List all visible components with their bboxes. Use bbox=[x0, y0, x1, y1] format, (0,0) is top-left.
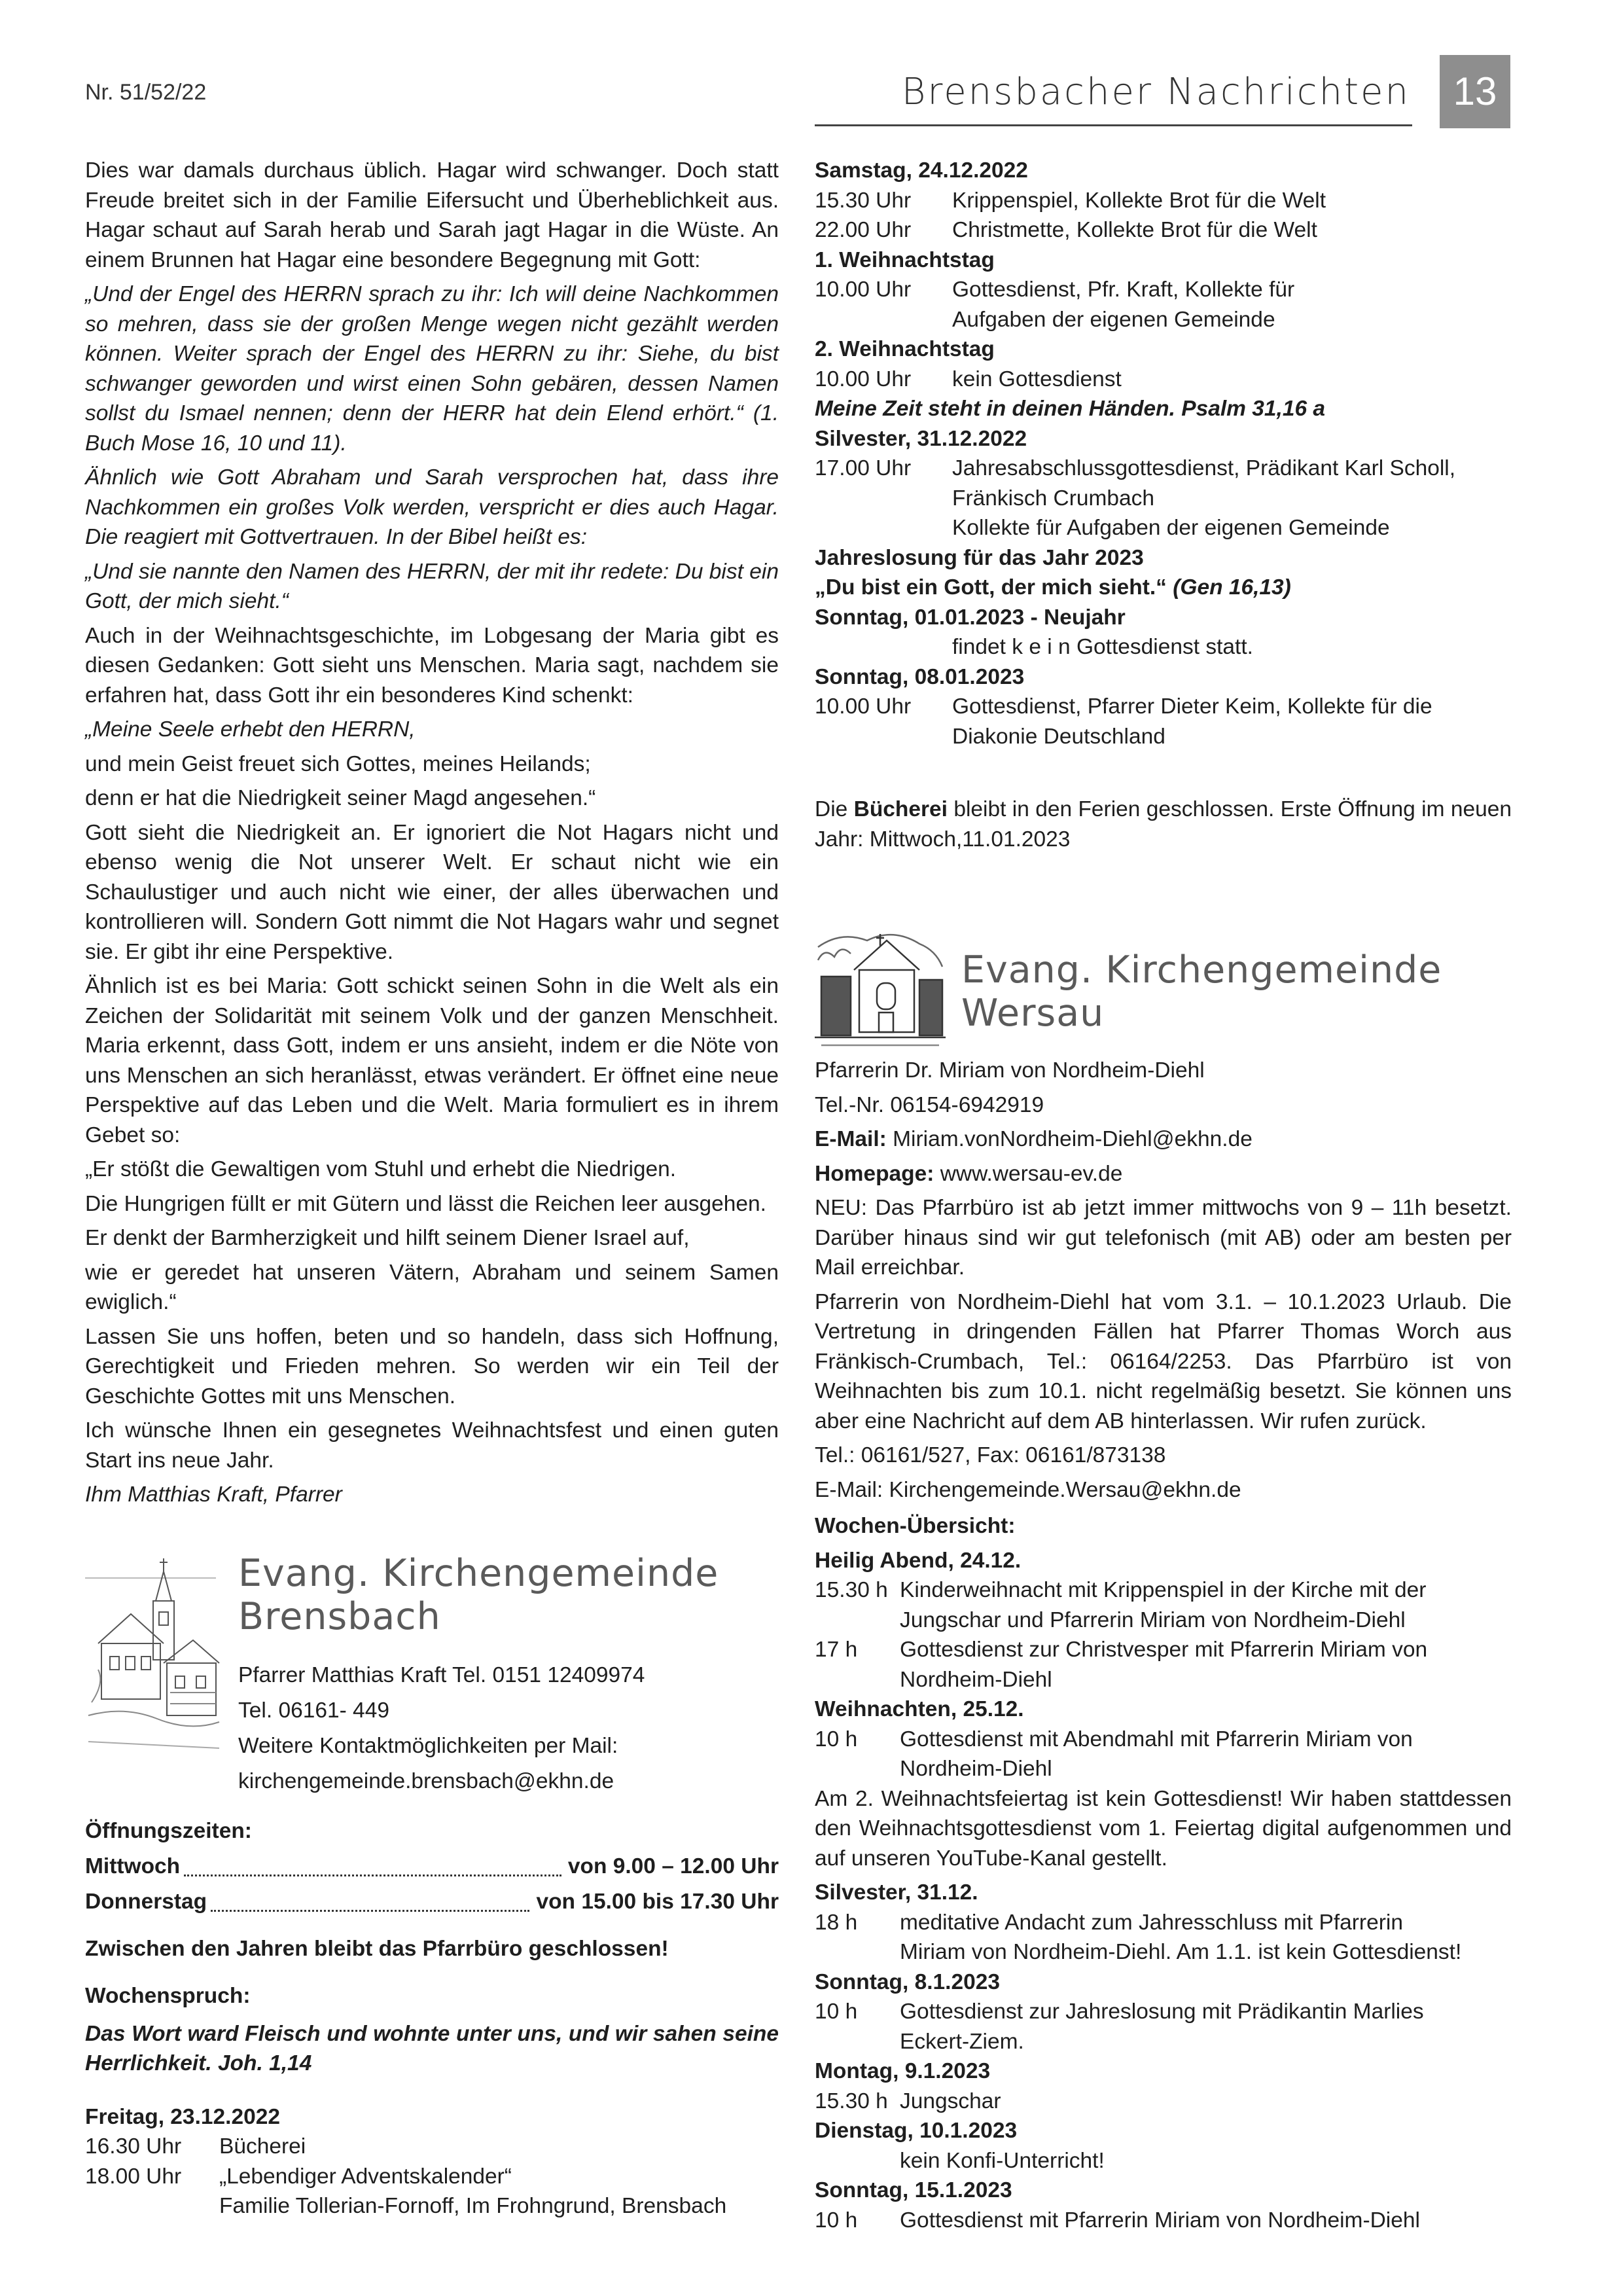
article-signature: Ihm Matthias Kraft, Pfarrer bbox=[85, 1482, 342, 1507]
email-address[interactable]: Miriam.vonNordheim-Diehl@ekhn.de bbox=[886, 1127, 1253, 1151]
schedule-row bbox=[815, 1997, 1512, 2027]
schedule-date: Dienstag, 10.1.2023 bbox=[815, 2119, 1018, 2143]
schedule-row bbox=[815, 1635, 1512, 1665]
dot-leader bbox=[184, 1849, 561, 1876]
schedule-text: Bücherei bbox=[219, 2134, 306, 2159]
closed-notice: Zwischen den Jahren bleibt das Pfarrbüro geschlossen! bbox=[85, 1936, 669, 1961]
wersau-services-schedule bbox=[815, 1546, 1512, 2236]
schedule-time: 15.30 h bbox=[815, 2089, 888, 2113]
magnificat-line: Die Hungrigen füllt er mit Gütern und lässt die Reichen leer ausgehen. bbox=[85, 1191, 766, 1216]
schedule-date: 2. Weihnachtstag bbox=[815, 337, 995, 361]
schedule-date: Heilig Abend, 24.12. bbox=[815, 1548, 1022, 1573]
schedule-note: Am 2. Weihnachtsfeiertag ist kein Gottesdienst! Wir haben stattdessen den Weihnachtsgottesdienst vom 1. Feiertag digital aufgenommen und auf unseren YouTube-Kanal gestellt. bbox=[815, 1786, 1512, 1871]
schedule-row bbox=[815, 215, 1512, 245]
schedule-text: Gottesdienst mit Abendmahl mit Pfarrerin Miriam von bbox=[900, 1727, 1413, 1751]
hours-row bbox=[85, 1849, 779, 1884]
page-number: 13 bbox=[1440, 55, 1510, 128]
schedule-continuation: Familie Tollerian-Fornoff, Im Frohngrund, Brensbach bbox=[219, 2194, 727, 2218]
schedule-continuation: Diakonie Deutschland bbox=[952, 724, 1165, 749]
library-pre: Die bbox=[815, 797, 854, 821]
brensbach-section bbox=[85, 1552, 779, 2221]
section-title: Brensbach bbox=[238, 1594, 441, 1638]
schedule-continuation: Jungschar und Pfarrerin Miriam von Nordheim-Diehl bbox=[900, 1607, 1406, 1632]
schedule-text: Gottesdienst, Pfarrer Dieter Keim, Kollekte für die bbox=[952, 694, 1432, 719]
schedule-date: Weihnachten, 25.12. bbox=[815, 1697, 1024, 1721]
schedule-time: 10 h bbox=[815, 1727, 858, 1751]
schedule-time: 18.00 Uhr bbox=[85, 2164, 182, 2189]
phone-number: Tel.-Nr. 06154-6942919 bbox=[815, 1092, 1044, 1117]
article-paragraph: Dies war damals durchaus üblich. Hagar wird schwanger. Doch statt Freude breitet sich in der Familie Eifersucht und Überheblichkeit aus. Hagar schaut auf Sarah herab und Sarah jagt Hagar in die Wüste. An einem Brunnen hat Hagar eine besondere Begegnung mit Gott: bbox=[85, 158, 779, 272]
opening-hours bbox=[85, 1814, 779, 2014]
schedule-continuation: Nordheim-Diehl bbox=[900, 1757, 1052, 1781]
magnificat-line: und mein Geist freuet sich Gottes, meines Heilands; bbox=[85, 751, 591, 776]
schedule-row bbox=[815, 2087, 1512, 2117]
article-paragraph: Gott sieht die Niedrigkeit an. Er ignoriert die Not Hagars nicht und ebenso wenig die Not unserer Welt. Er schaut nicht wie ein Schaulustiger und auch nicht wie einer, der alles überwachen und kontrollieren will. Sondern Gott nimmt die Not Hagars wahr und segnet sie. Er gibt ihr eine Perspektive. bbox=[85, 820, 779, 964]
week-overview-label: Wochen-Übersicht: bbox=[815, 1514, 1016, 1538]
section-title: Wersau bbox=[961, 992, 1105, 1035]
schedule-date: Samstag, 24.12.2022 bbox=[815, 158, 1028, 183]
schedule-time: 15.30 Uhr bbox=[815, 188, 912, 213]
homepage-link[interactable]: www.wersau-ev.de bbox=[934, 1161, 1123, 1186]
schedule-row bbox=[815, 186, 1512, 216]
dot-leader bbox=[211, 1884, 529, 1912]
schedule-row bbox=[815, 1908, 1512, 1938]
newspaper-title: Brensbacher Nachrichten bbox=[901, 71, 1410, 113]
schedule-date: Jahreslosung für das Jahr 2023 bbox=[815, 545, 1144, 570]
schedule-row bbox=[815, 454, 1512, 484]
schedule-time: 10 h bbox=[815, 2208, 858, 2233]
schedule-date: Silvester, 31.12.2022 bbox=[815, 426, 1027, 451]
schedule-text: Krippenspiel, Kollekte Brot für die Welt bbox=[952, 188, 1326, 213]
schedule-time: 10.00 Uhr bbox=[815, 367, 912, 391]
right-column bbox=[815, 156, 1512, 2235]
magnificat-line: Er denkt der Barmherzigkeit und hilft seinem Diener Israel auf, bbox=[85, 1226, 690, 1250]
year-motto-text: „Du bist ein Gott, der mich sieht.“ bbox=[815, 575, 1167, 600]
schedule-date: Sonntag, 01.01.2023 - Neujahr bbox=[815, 605, 1126, 630]
library-post: bleibt in den Ferien geschlossen. Erste Öffnung im neuen Jahr: Mittwoch,11.01.2023 bbox=[815, 797, 1512, 852]
friday-schedule bbox=[85, 2102, 779, 2221]
pastor-name: Pfarrerin Dr. Miriam von Nordheim-Diehl bbox=[815, 1058, 1205, 1083]
article-paragraph: Ich wünsche Ihnen ein gesegnetes Weihnachtsfest und einen guten Start ins neue Jahr. bbox=[85, 1418, 779, 1473]
schedule-time: 17 h bbox=[815, 1638, 858, 1662]
wersau-section bbox=[815, 921, 1512, 2235]
magnificat-line: denn er hat die Niedrigkeit seiner Magd angesehen.“ bbox=[85, 786, 596, 810]
spruch-label: Wochenspruch: bbox=[85, 1983, 251, 2008]
hours-row bbox=[85, 1884, 779, 1920]
schedule-text: Gottesdienst zur Christvesper mit Pfarrerin Miriam von bbox=[900, 1638, 1428, 1662]
schedule-text: Jungschar bbox=[900, 2089, 1001, 2113]
phone-fax: Tel.: 06161/527, Fax: 06161/873138 bbox=[815, 1443, 1166, 1467]
schedule-row bbox=[815, 365, 1512, 395]
homepage-label: Homepage: bbox=[815, 1161, 934, 1186]
office-hours-note: NEU: Das Pfarrbüro ist ab jetzt immer mittwochs von 9 – 11h besetzt. Darüber hinaus sind wir gut telefonisch (mit AB) oder am besten per Mail erreichbar. bbox=[815, 1196, 1512, 1280]
schedule-text: kein Gottesdienst bbox=[952, 367, 1122, 391]
schedule-date: Sonntag, 8.1.2023 bbox=[815, 1969, 1000, 1994]
section-title: Evang. Kirchengemeinde bbox=[961, 948, 1442, 992]
article-paragraph: Auch in der Weihnachtsgeschichte, im Lobgesang der Maria gibt es diesen Gedanken: Gott sieht uns Menschen. Maria sagt, nachdem sie erfahren hat, dass Gott ihr ein besonderes Kind schenkt: bbox=[85, 623, 779, 708]
schedule-date: Silvester, 31.12. bbox=[815, 1880, 978, 1905]
homepage-line bbox=[815, 1159, 1512, 1189]
article-paragraph: Lassen Sie uns hoffen, beten und so handeln, dass sich Hoffnung, Gerechtigkeit und Frieden mehren. So werden wir ein Teil der Geschichte Gottes mit uns Menschen. bbox=[85, 1324, 779, 1408]
schedule-row bbox=[815, 275, 1512, 305]
schedule-continuation: kein Konfi-Unterricht! bbox=[900, 2148, 1105, 2173]
year-motto-ref: (Gen 16,13) bbox=[1173, 575, 1291, 600]
contact-phone: Pfarrer Matthias Kraft Tel. 0151 12409974 bbox=[238, 1662, 645, 1687]
library-notice bbox=[815, 795, 1512, 854]
schedule-time: 10 h bbox=[815, 2000, 858, 2024]
email-line bbox=[815, 1124, 1512, 1155]
schedule-continuation: findet k e i n Gottesdienst statt. bbox=[952, 635, 1253, 659]
schedule-text: Gottesdienst zur Jahreslosung mit Prädikantin Marlies bbox=[900, 2000, 1424, 2024]
schedule-date: Freitag, 23.12.2022 bbox=[85, 2104, 280, 2129]
schedule-row bbox=[815, 692, 1512, 722]
schedule-date: Sonntag, 15.1.2023 bbox=[815, 2178, 1012, 2202]
magnificat-line: wie er geredet hat unseren Vätern, Abraham und seinem Samen ewiglich.“ bbox=[85, 1260, 779, 1314]
monthly-verse: Meine Zeit steht in deinen Händen. Psalm 31,16 a bbox=[815, 397, 1326, 421]
schedule-time: 16.30 Uhr bbox=[85, 2134, 182, 2159]
bible-quote: „Und der Engel des HERRN sprach zu ihr: Ich will deine Nachkommen so mehren, dass sie der großen Menge wegen nicht gezählt werden können. Weiter sprach der Engel des HERRN zu ihr: Siehe, du bist schwanger geworden und wirst einen Sohn gebären, dessen Namen sollst du Ismael nennen; denn der HERR hat dein Elend erhört.“ (1. Buch Mose 16, 10 und 11). bbox=[85, 282, 779, 456]
contact-phone: Tel. 06161- 449 bbox=[238, 1698, 389, 1723]
magnificat-line: „Meine Seele erhebt den HERRN, bbox=[85, 717, 416, 742]
schedule-text: meditative Andacht zum Jahresschluss mit Pfarrerin bbox=[900, 1910, 1403, 1935]
church-sketch-icon bbox=[85, 1552, 222, 1761]
wersau-contact bbox=[815, 1056, 1512, 1541]
issue-number: Nr. 51/52/22 bbox=[85, 80, 207, 105]
schedule-text: „Lebendiger Adventskalender“ bbox=[219, 2164, 512, 2189]
schedule-text: Jahresabschlussgottesdienst, Prädikant Karl Scholl, bbox=[952, 456, 1456, 480]
magnificat-line: „Er stößt die Gewaltigen vom Stuhl und erhebt die Niedrigen. bbox=[85, 1157, 677, 1181]
schedule-continuation: Kollekte für Aufgaben der eigenen Gemeinde bbox=[952, 516, 1390, 540]
hours-time: von 9.00 – 12.00 Uhr bbox=[567, 1854, 779, 1878]
schedule-time: 10.00 Uhr bbox=[815, 278, 912, 302]
brensbach-services-schedule bbox=[815, 156, 1512, 751]
schedule-row bbox=[85, 2132, 779, 2162]
schedule-row bbox=[85, 2162, 779, 2192]
schedule-continuation: Miriam von Nordheim-Diehl. Am 1.1. ist kein Gottesdienst! bbox=[900, 1940, 1462, 1964]
schedule-continuation: Eckert-Ziem. bbox=[900, 2029, 1024, 2054]
schedule-date: Sonntag, 08.01.2023 bbox=[815, 664, 1025, 689]
schedule-time: 17.00 Uhr bbox=[815, 456, 912, 480]
wersau-header-text bbox=[961, 921, 1442, 1035]
header-rule bbox=[815, 124, 1412, 126]
schedule-text: Kinderweihnacht mit Krippenspiel in der Kirche mit der bbox=[900, 1578, 1427, 1602]
email-label: E-Mail: bbox=[815, 1127, 887, 1151]
schedule-text: Gottesdienst mit Pfarrerin Miriam von Nordheim-Diehl bbox=[900, 2208, 1420, 2233]
schedule-text: Gottesdienst, Pfr. Kraft, Kollekte für bbox=[952, 278, 1295, 302]
schedule-date: 1. Weihnachtstag bbox=[815, 247, 995, 272]
library-bold: Bücherei bbox=[853, 797, 948, 821]
schedule-row bbox=[815, 1725, 1512, 1755]
schedule-text: Christmette, Kollekte Brot für die Welt bbox=[952, 218, 1317, 242]
hours-day: Mittwoch bbox=[85, 1854, 181, 1878]
schedule-row bbox=[815, 1575, 1512, 1605]
hours-label: Öffnungszeiten: bbox=[85, 1818, 252, 1843]
contact-email: kirchengemeinde.brensbach@ekhn.de bbox=[238, 1768, 614, 1793]
section-title: Evang. Kirchengemeinde bbox=[238, 1551, 719, 1595]
article-paragraph: Ähnlich ist es bei Maria: Gott schickt seinen Sohn in die Welt als ein Zeichen der Solidarität mit seinem Volk und der ganzen Menschheit. Maria erkennt, dass Gott, indem er uns ansieht, indem er die Nöte von uns Menschen an sich heranlässt, etwas verändert. Er öffnet eine neue Perspektive auf das Leben und die Welt. Maria formuliert es in ihrem Gebet so: bbox=[85, 974, 779, 1147]
article-paragraph-italic: Ähnlich wie Gott Abraham und Sarah versprochen hat, dass ihre Nachkommen ein großes Volk werden, verspricht er dies auch Hagar. Die reagiert mit Gottvertrauen. In der Bibel heißt es: bbox=[85, 465, 779, 549]
contact-note: Weitere Kontaktmöglichkeiten per Mail: bbox=[238, 1733, 618, 1758]
bible-quote: „Und sie nannte den Namen des HERRN, der mit ihr redete: Du bist ein Gott, der mich sieht.“ bbox=[85, 559, 779, 613]
schedule-date: Montag, 9.1.2023 bbox=[815, 2059, 991, 2083]
year-motto bbox=[815, 573, 1512, 603]
church-sketch-icon bbox=[815, 921, 946, 1052]
schedule-time: 15.30 h bbox=[815, 1578, 888, 1602]
left-column bbox=[85, 156, 779, 2221]
hours-day: Donnerstag bbox=[85, 1889, 207, 1914]
schedule-time: 22.00 Uhr bbox=[815, 218, 912, 242]
schedule-row bbox=[815, 2206, 1512, 2236]
schedule-time: 18 h bbox=[815, 1910, 858, 1935]
office-email: E-Mail: Kirchengemeinde.Wersau@ekhn.de bbox=[815, 1477, 1241, 1502]
wochenspruch: Das Wort ward Fleisch und wohnte unter uns, und wir sahen seine Herrlichkeit. Joh. 1,14 bbox=[85, 2021, 779, 2075]
vacation-note: Pfarrerin von Nordheim-Diehl hat vom 3.1. – 10.1.2023 Urlaub. Die Vertretung in dringenden Fällen hat Pfarrer Thomas Worch aus Fränkisch-Crumbach, Tel.: 06164/2253. Das Pfarrbüro ist von Weihnachten bis zum 10.1. nicht regelmäßig besetzt. Sie können uns aber eine Nachricht auf dem AB hinterlassen. Wir rufen zurück. bbox=[815, 1289, 1512, 1433]
contact-block bbox=[238, 1658, 719, 1799]
hours-time: von 15.00 bis 17.30 Uhr bbox=[536, 1889, 779, 1914]
schedule-continuation: Fränkisch Crumbach bbox=[952, 486, 1155, 511]
schedule-continuation: Nordheim-Diehl bbox=[900, 1667, 1052, 1692]
brensbach-header-text bbox=[238, 1552, 719, 1799]
schedule-continuation: Aufgaben der eigenen Gemeinde bbox=[952, 307, 1275, 332]
schedule-time: 10.00 Uhr bbox=[815, 694, 912, 719]
